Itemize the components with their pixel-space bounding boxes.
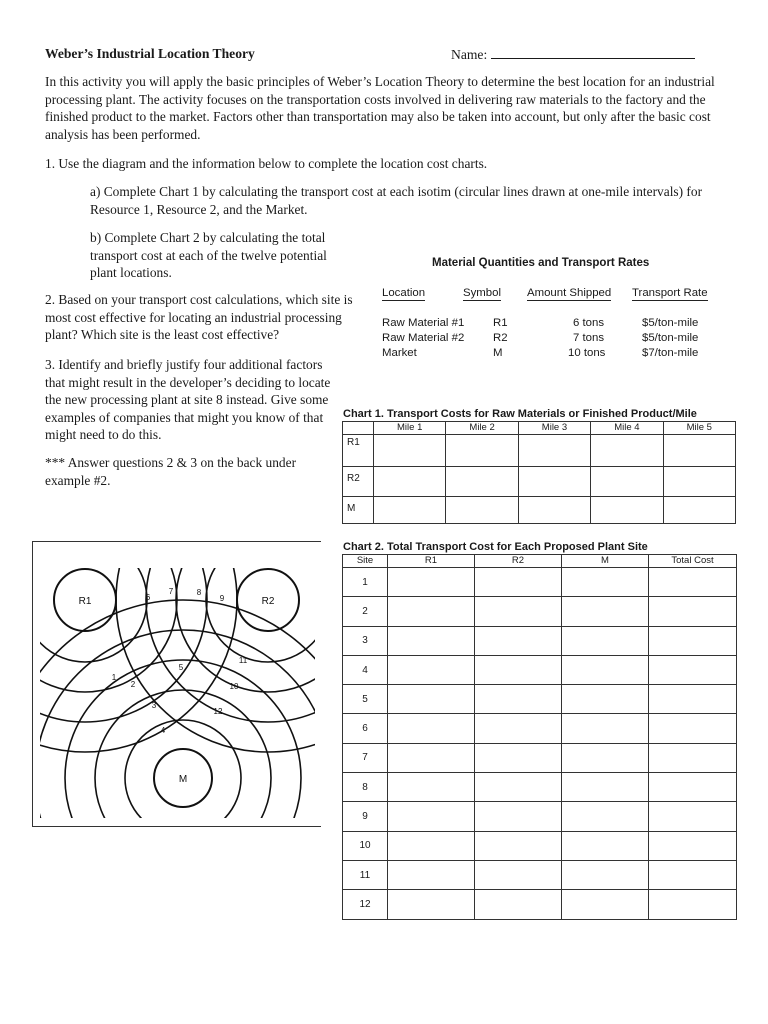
- chart2-cell[interactable]: [388, 890, 475, 919]
- chart2-cell[interactable]: [388, 597, 475, 626]
- chart2-cell[interactable]: [388, 743, 475, 772]
- chart1-cell[interactable]: [374, 435, 446, 467]
- chart2-site-label: 12: [343, 890, 388, 919]
- chart2-row: [343, 655, 737, 684]
- materials-row2-amount: 7 tons: [573, 332, 605, 344]
- chart2-site-label: 9: [343, 802, 388, 831]
- isotim-m: [40, 600, 315, 820]
- site-label-11: 11: [238, 656, 248, 665]
- chart1-cell[interactable]: [446, 497, 518, 524]
- name-label: Name:: [451, 47, 488, 62]
- chart2-cell[interactable]: [388, 626, 475, 655]
- materials-header-location: Location: [382, 287, 426, 299]
- chart2-row: [343, 890, 737, 919]
- chart2-cell[interactable]: [388, 802, 475, 831]
- materials-row1-location: Raw Material #1: [382, 317, 465, 329]
- chart2-row: [343, 802, 737, 831]
- chart1-cell[interactable]: [374, 497, 446, 524]
- chart2-site-label: 8: [343, 773, 388, 802]
- site-label-8: 8: [196, 588, 202, 597]
- chart2-col-site: Site: [343, 555, 388, 568]
- isotim-r1: [40, 548, 207, 722]
- r1-label: R1: [78, 596, 92, 607]
- site-label-4: 4: [160, 726, 166, 735]
- chart2-cell[interactable]: [562, 655, 649, 684]
- chart2-col-r1: R1: [388, 555, 475, 568]
- chart2-cell[interactable]: [562, 773, 649, 802]
- chart2-cell[interactable]: [475, 831, 562, 860]
- isotim-diagram: [40, 548, 315, 820]
- chart2-cell[interactable]: [562, 626, 649, 655]
- chart2-title: Chart 2. Total Transport Cost for Each Proposed Plant Site: [343, 541, 648, 553]
- question-1b: b) Complete Chart 2 by calculating the total transport cost at each of the twelve potential plant locations.: [90, 230, 327, 280]
- materials-header-amount: Amount Shipped: [527, 287, 612, 299]
- chart2-cell[interactable]: [475, 802, 562, 831]
- intro-paragraph: In this activity you will apply the basic principles of Weber’s Location Theory to determine the best location for an industrial processing plant. The activity focuses on the transportation costs involved in delivering raw materials to the factory and the finished product to the market. Factors other than transportation may also be taken into account, but only after the basic cost analysis has been performed.: [45, 74, 715, 142]
- chart2-cell[interactable]: [562, 597, 649, 626]
- materials-title: Material Quantities and Transport Rates: [432, 257, 650, 269]
- site-label-12: 12: [213, 707, 223, 716]
- chart1-col-mile5: Mile 5: [663, 422, 735, 435]
- site-label-6: 6: [145, 593, 151, 602]
- chart2-cell[interactable]: [649, 831, 737, 860]
- question-1: 1. Use the diagram and the information below to complete the location cost charts.: [45, 156, 488, 171]
- chart2-cell[interactable]: [562, 802, 649, 831]
- chart2-row: [343, 860, 737, 889]
- chart1-cell[interactable]: [591, 467, 663, 497]
- chart2-cell[interactable]: [649, 655, 737, 684]
- chart1-cell[interactable]: [518, 497, 590, 524]
- chart1-corner: [343, 422, 374, 435]
- chart1-row-m: M: [343, 497, 374, 524]
- chart2-row: [343, 773, 737, 802]
- chart2-row: [343, 714, 737, 743]
- isotim-m: [95, 690, 271, 820]
- chart2-cell[interactable]: [475, 626, 562, 655]
- chart2-cell[interactable]: [649, 743, 737, 772]
- chart2-cell[interactable]: [475, 773, 562, 802]
- chart2-col-total: Total Cost: [649, 555, 737, 568]
- site-label-10: 10: [229, 682, 239, 691]
- materials-row3-location: Market: [382, 347, 417, 359]
- chart1-cell[interactable]: [518, 435, 590, 467]
- chart1-col-mile3: Mile 3: [518, 422, 590, 435]
- chart2-cell[interactable]: [649, 568, 737, 597]
- chart2-site-label: 3: [343, 626, 388, 655]
- chart2-cell[interactable]: [562, 685, 649, 714]
- materials-header-symbol: Symbol: [463, 287, 501, 299]
- isotim-group: [40, 548, 315, 820]
- chart2-site-label: 2: [343, 597, 388, 626]
- chart1-row-r2: R2: [343, 467, 374, 497]
- chart2-col-m: M: [562, 555, 649, 568]
- chart1-cell[interactable]: [663, 435, 735, 467]
- isotim-m: [125, 720, 241, 820]
- name-line[interactable]: [491, 46, 695, 59]
- chart2-cell[interactable]: [475, 568, 562, 597]
- chart2-cell[interactable]: [475, 890, 562, 919]
- chart2-site-label: 11: [343, 860, 388, 889]
- page-title: Weber’s Industrial Location Theory: [45, 46, 255, 61]
- chart2-cell[interactable]: [649, 802, 737, 831]
- chart2-cell[interactable]: [388, 831, 475, 860]
- chart2-site-label: 10: [343, 831, 388, 860]
- chart1-table: [342, 421, 736, 524]
- chart2-cell[interactable]: [388, 860, 475, 889]
- chart1-cell[interactable]: [446, 467, 518, 497]
- chart2-cell[interactable]: [649, 685, 737, 714]
- chart1-cell[interactable]: [591, 497, 663, 524]
- chart1-col-mile1: Mile 1: [374, 422, 446, 435]
- chart2-row: [343, 626, 737, 655]
- materials-row2-rate: $5/ton-mile: [642, 332, 699, 344]
- chart2-cell[interactable]: [562, 831, 649, 860]
- chart2-site-label: 5: [343, 685, 388, 714]
- chart2-cell[interactable]: [388, 773, 475, 802]
- question-2: 2. Based on your transport cost calculations, which site is most cost effective for locating an industrial processing plant? Which site is the least cost effective?: [45, 292, 353, 342]
- chart1-col-mile2: Mile 2: [446, 422, 518, 435]
- isotim-r1: [40, 548, 147, 662]
- chart2-cell[interactable]: [649, 714, 737, 743]
- chart2-cell[interactable]: [562, 568, 649, 597]
- chart2-cell[interactable]: [649, 773, 737, 802]
- back-note: *** Answer questions 2 & 3 on the back under example #2.: [45, 455, 297, 488]
- m-label: M: [178, 774, 188, 785]
- materials-header-rate: Transport Rate: [632, 287, 708, 299]
- chart2-site-label: 7: [343, 743, 388, 772]
- chart1-cell[interactable]: [374, 467, 446, 497]
- chart1-cell[interactable]: [518, 467, 590, 497]
- chart2-cell[interactable]: [388, 685, 475, 714]
- materials-row2-location: Raw Material #2: [382, 332, 465, 344]
- chart2-row: [343, 568, 737, 597]
- isotim-m: [40, 630, 315, 820]
- chart2-cell[interactable]: [562, 714, 649, 743]
- chart1-cell[interactable]: [591, 435, 663, 467]
- chart2-cell[interactable]: [562, 743, 649, 772]
- chart2-cell[interactable]: [475, 714, 562, 743]
- chart2-cell[interactable]: [562, 860, 649, 889]
- chart2-cell[interactable]: [649, 860, 737, 889]
- materials-row1-amount: 6 tons: [573, 317, 605, 329]
- chart2-row: [343, 685, 737, 714]
- materials-row1-symbol: R1: [493, 317, 508, 329]
- chart2-cell[interactable]: [475, 685, 562, 714]
- chart2-cell[interactable]: [388, 568, 475, 597]
- materials-row3-symbol: M: [493, 347, 503, 359]
- chart2-cell[interactable]: [475, 860, 562, 889]
- chart1-row-r1: R1: [343, 435, 374, 467]
- isotim-m: [65, 660, 301, 820]
- chart1-title: Chart 1. Transport Costs for Raw Materials or Finished Product/Mile: [343, 408, 697, 420]
- chart2-cell[interactable]: [649, 890, 737, 919]
- chart2-cell[interactable]: [475, 743, 562, 772]
- materials-row3-amount: 10 tons: [568, 347, 606, 359]
- chart2-cell[interactable]: [649, 597, 737, 626]
- question-3: 3. Identify and briefly justify four additional factors that might result in the developer’s deciding to locate the new processing plant at site 8 instead. Give some examples of companies that might you know of that might need to do this.: [45, 357, 331, 442]
- chart2-row: [343, 831, 737, 860]
- chart2-col-r2: R2: [475, 555, 562, 568]
- chart1-cell[interactable]: [663, 467, 735, 497]
- question-1a: a) Complete Chart 1 by calculating the transport cost at each isotim (circular lines drawn at one-mile intervals) for Resource 1, Resource 2, and the Market.: [90, 184, 703, 217]
- chart2-cell[interactable]: [475, 597, 562, 626]
- materials-row3-rate: $7/ton-mile: [642, 347, 699, 359]
- site-label-5: 5: [178, 663, 184, 672]
- chart2-site-label: 1: [343, 568, 388, 597]
- materials-row2-symbol: R2: [493, 332, 508, 344]
- materials-row1-rate: $5/ton-mile: [642, 317, 699, 329]
- name-field[interactable]: [451, 46, 695, 63]
- chart1-cell[interactable]: [446, 435, 518, 467]
- chart2-row: [343, 597, 737, 626]
- site-label-2: 2: [130, 680, 136, 689]
- site-label-1: 1: [111, 673, 117, 682]
- chart2-cell[interactable]: [562, 890, 649, 919]
- site-label-3: 3: [151, 701, 157, 710]
- r2-label: R2: [261, 596, 275, 607]
- chart2-table: [342, 554, 737, 920]
- chart2-site-label: 6: [343, 714, 388, 743]
- chart2-cell[interactable]: [388, 655, 475, 684]
- chart2-row: [343, 743, 737, 772]
- chart2-cell[interactable]: [649, 626, 737, 655]
- chart1-col-mile4: Mile 4: [591, 422, 663, 435]
- site-label-9: 9: [219, 594, 225, 603]
- chart1-cell[interactable]: [663, 497, 735, 524]
- chart2-cell[interactable]: [475, 655, 562, 684]
- chart2-cell[interactable]: [388, 714, 475, 743]
- chart2-site-label: 4: [343, 655, 388, 684]
- site-label-7: 7: [168, 587, 174, 596]
